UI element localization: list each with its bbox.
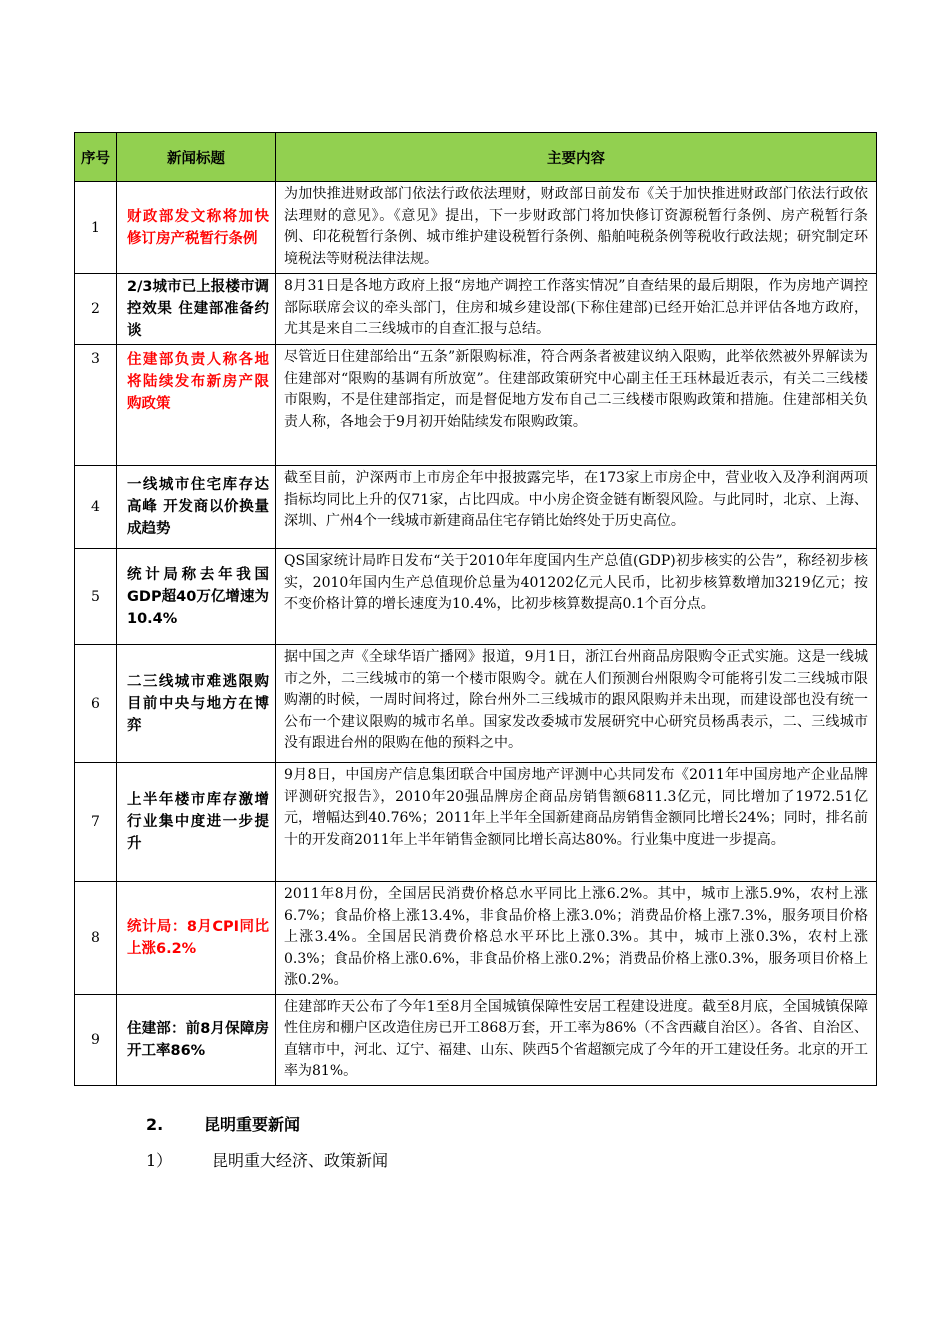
news-content: 尽管近日住建部给出“五条”新限购标准，符合两条者被建议纳入限购，此举依然被外界解读为住建部对“限购的基调有所放宽”。住建部政策研究中心副主任王珏林最近表示，有关二三线楼市限购，不是住建部指定，而是督促地方发布自己二三线楼市限购政策和措施。住建部相关负责人称，各地会于9月初开始陆续发布限购政策。 [276, 345, 877, 466]
news-content: 为加快推进财政部门依法行政依法理财，财政部日前发布《关于加快推进财政部门依法行政依法理财的意见》。《意见》提出，下一步财政部门将加快修订资源税暂行条例、房产税暂行条例、印花税暂行条例、城市维护建设税暂行条例、船舶吨税条例等税收行政法规；研究制定环境税法等财税法律法规。 [276, 182, 877, 274]
news-content: QS国家统计局昨日发布“关于2010年年度国内生产总值(GDP)初步核实的公告”，称经初步核实，2010年国内生产总值现价总量为401202亿元人民币，比初步核算数增加3219亿元；按不变价格计算的增长速度为10.4%，比初步核算数提高0.1个百分点。 [276, 549, 877, 645]
news-title: 二三线城市难逃限购 目前中央与地方在博弈 [117, 645, 276, 763]
row-number: 4 [75, 466, 117, 549]
news-title: 2/3城市已上报楼市调控效果 住建部准备约谈 [117, 274, 276, 345]
row-number: 7 [75, 763, 117, 882]
row-number: 1 [75, 182, 117, 274]
news-title: 财政部发文称将加快修订房产税暂行条例 [117, 182, 276, 274]
news-summary-table [74, 132, 877, 1086]
news-title: 上半年楼市库存激增 行业集中度进一步提升 [117, 763, 276, 882]
header-no: 序号 [75, 133, 117, 182]
news-title: 统计局：8月CPI同比上涨6.2% [117, 882, 276, 995]
table-row [75, 466, 877, 549]
table-row [75, 994, 877, 1085]
section-number: 2. [146, 1115, 164, 1134]
subsection-title: 昆明重大经济、政策新闻 [212, 1151, 389, 1170]
table-row [75, 182, 877, 274]
header-title: 新闻标题 [117, 133, 276, 182]
news-content: 住建部昨天公布了今年1至8月全国城镇保障性安居工程建设进度。截至8月底，全国城镇保障性住房和棚户区改造住房已开工868万套，开工率为86%（不含西藏自治区）。各省、自治区、直辖市中，河北、辽宁、福建、山东、陕西5个省超额完成了今年的开工建设任务。北京的开工率为81%。 [276, 994, 877, 1085]
table-row [75, 645, 877, 763]
table-header-row [75, 133, 877, 182]
section-heading [146, 1112, 300, 1135]
table-row [75, 345, 877, 466]
news-title: 统计局称去年我国GDP超40万亿增速为10.4% [117, 549, 276, 645]
table-row [75, 549, 877, 645]
table-row [75, 763, 877, 882]
row-number: 9 [75, 994, 117, 1085]
news-content: 截至目前，沪深两市上市房企年中报披露完毕，在173家上市房企中，营业收入及净利润两项指标均同比上升的仅71家，占比四成。中小房企资金链有断裂风险。与此同时，北京、上海、深圳、广州4个一线城市新建商品住宅存销比始终处于历史高位。 [276, 466, 877, 549]
news-title: 住建部负责人称各地将陆续发布新房产限购政策 [117, 345, 276, 466]
news-content: 9月8日，中国房产信息集团联合中国房地产评测中心共同发布《2011年中国房地产企业品牌评测研究报告》，2010年20强品牌房企商品房销售额6811.3亿元，同比增加了1972.51亿元，增幅达到40.76%；2011年上半年全国新建商品房销售金额同比增长24%；同时，排名前十的开发商2011年上半年销售金额同比增长高达80%。行业集中度进一步提高。 [276, 763, 877, 882]
header-content: 主要内容 [276, 133, 877, 182]
table-row [75, 882, 877, 995]
row-number: 8 [75, 882, 117, 995]
news-content: 2011年8月份，全国居民消费价格总水平同比上涨6.2%。其中，城市上涨5.9%，农村上涨6.7%；食品价格上涨13.4%，非食品价格上涨3.0%；消费品价格上涨7.3%，服务项目价格上涨3.4%。全国居民消费价格总水平环比上涨0.3%。其中，城市上涨0.3%，农村上涨0.3%；食品价格上涨0.6%，非食品价格上涨0.2%；消费品价格上涨0.3%，服务项目价格上涨0.2%。 [276, 882, 877, 995]
table-row [75, 274, 877, 345]
news-title: 住建部：前8月保障房开工率86% [117, 994, 276, 1085]
subsection-number: 1） [146, 1151, 173, 1170]
row-number: 6 [75, 645, 117, 763]
row-number: 5 [75, 549, 117, 645]
subsection-heading [146, 1148, 388, 1171]
news-content: 8月31日是各地方政府上报“房地产调控工作落实情况”自查结果的最后期限，作为房地产调控部际联席会议的牵头部门，住房和城乡建设部(下称住建部)已经开始汇总并评估各地方政府，尤其是来自二三线城市的自查汇报与总结。 [276, 274, 877, 345]
row-number: 2 [75, 274, 117, 345]
news-title: 一线城市住宅库存达高峰 开发商以价换量成趋势 [117, 466, 276, 549]
news-content: 据中国之声《全球华语广播网》报道，9月1日，浙江台州商品房限购令正式实施。这是一线城市之外，二三线城市的第一个楼市限购令。就在人们预测台州限购令可能将引发二三线城市限购潮的时候，一周时间将过，除台州外二三线城市的跟风限购并未出现，而建设部也没有统一公布一个建议限购的城市名单。国家发改委城市发展研究中心研究员杨禹表示，二、三线城市没有跟进台州的限购在他的预料之中。 [276, 645, 877, 763]
section-title: 昆明重要新闻 [204, 1115, 301, 1134]
row-number: 3 [75, 345, 117, 466]
